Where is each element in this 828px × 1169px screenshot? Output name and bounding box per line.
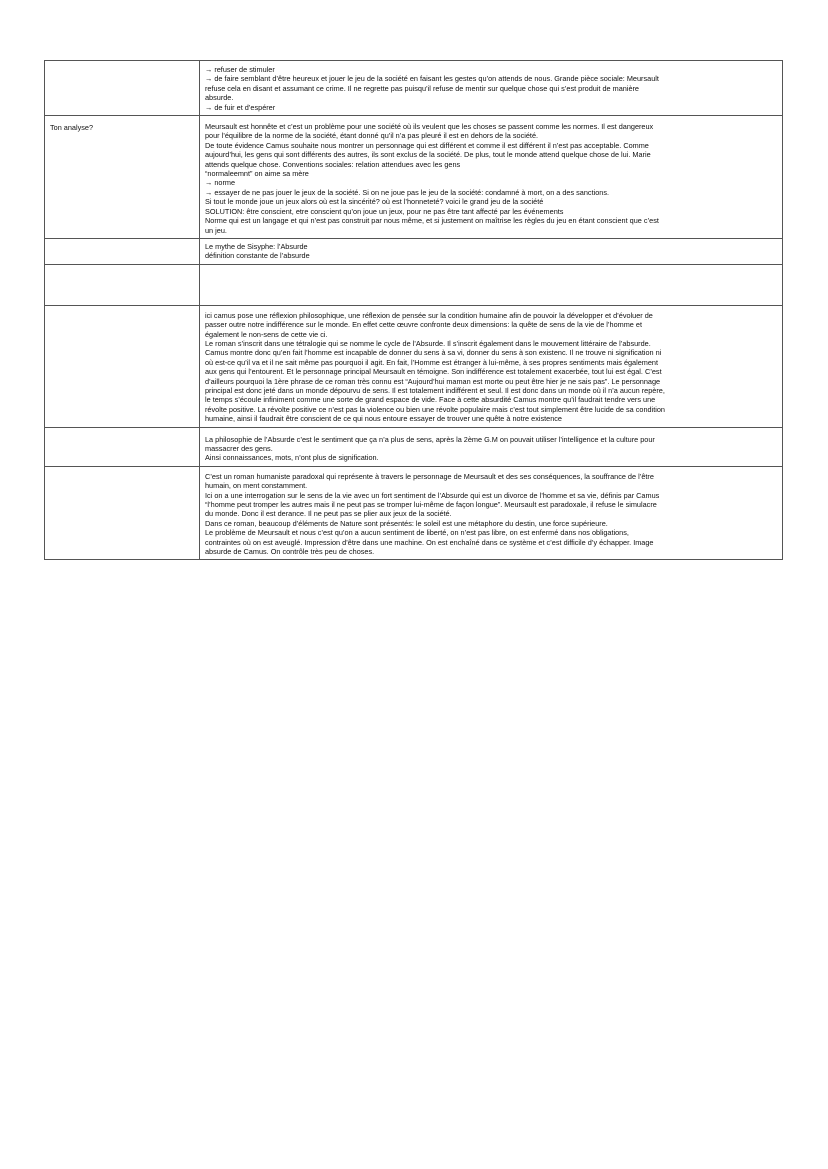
text-line: C’est un roman humaniste paradoxal qui représente à travers le personnage de Meursault et des ses conséquences, la souffrance de l’être	[205, 471, 654, 481]
text-line: → essayer de ne pas jouer le jeux de la société. Si on ne joue pas le jeu de la société: condamné à mort, on a des sanctions.	[205, 187, 610, 197]
text-line: Camus montre donc qu’en fait l’homme est incapable de donner du sens à sa vi, donner du sens à son existenc. Il ne trouve ni signification ni	[205, 348, 662, 358]
text-line: SOLUTION: être conscient, etre conscient qu’on joue un jeux, pour ne pas être tant affecté par les événements	[205, 206, 564, 216]
text-line: un jeu.	[205, 225, 227, 235]
text-line: d’ailleurs pourquoi la 1ère phrase de ce roman très connu est “Aujourd’hui maman est morte ou peut être hier je ne sais pas”. Le personnage	[205, 376, 661, 386]
text-line: révolte positive. La révolte positive ce n’est pas la violence ou bien une révolte populaire mais c’est tout simplement être lucide de sa condition	[205, 404, 665, 414]
table-row	[45, 61, 783, 116]
row-label-cell	[45, 238, 200, 264]
text-line: attends quelque chose. Conventions sociales: relation attendues avec les gens	[205, 159, 461, 169]
text-line: refuse cela en disant et assumant ce crime. Il ne regrette pas puisqu’il refuse de mentir sur quelque chose qui s’est produit de manière	[205, 83, 639, 93]
text-line: Si tout le monde joue un jeux alors où est la sincérité? où est l’honneteté? voici le grand jeu de la société	[205, 197, 544, 207]
text-line: Le mythe de Sisyphe: l’Absurde	[205, 241, 308, 251]
text-line: humaine, ainsi il faudrait être conscient de ce qui nous entoure essayer de trouver une quête à notre existence	[205, 414, 562, 424]
notes-table	[44, 60, 783, 560]
text-line: massacrer des gens.	[205, 444, 273, 453]
table-row	[45, 427, 783, 466]
text-line: Dans ce roman, beaucoup d’éléments de Nature sont présentés: le soleil est une métaphore du destin, une force supérieure.	[205, 518, 608, 528]
text-line: pour l’équilibre de la norme de la société, étant donné qu’il n’a pas pleuré il est en dehors de la société.	[205, 131, 539, 141]
row-label: Ton analyse?	[50, 123, 94, 133]
text-line: Ici on a une interrogation sur le sens de la vie avec un fort sentiment de l’Absurde qui est un divorce de l’homme et sa vie, définis par Camus	[205, 490, 660, 500]
text-line: ici camus pose une réflexion philosophique, une réflexion de pensée sur la condition humaine afin de pouvoir la développer et d’évoluer de	[205, 310, 653, 320]
row-content-cell	[200, 427, 783, 466]
text-line: Norme qui est un langage et qui n’est pas construit par nous même, et si justement on maîtrise les règles du jeu en étant conscient que c’est	[205, 216, 659, 226]
table-row	[45, 264, 783, 305]
text-line: La philosophie de l’Absurde c’est le sentiment que ça n’a plus de sens, après la 2ème G.M on pouvait utiliser l’intelligence et la culture pour	[205, 434, 655, 444]
text-line: où est-ce qu’il va et il ne sait même pas pourquoi il agit. En fait, l’Homme est étranger à lui-même, à ses propres sentiments mais également	[205, 357, 659, 367]
text-line: absurde de Camus. On contrôle très peu de choses.	[205, 547, 375, 557]
text-line: passer outre notre indifférence sur le monde. En effet cette œuvre confronte deux dimensions: la quête de sens de la vie de l’homme et	[205, 320, 642, 330]
row-content-cell	[200, 61, 783, 116]
text-line: → norme	[205, 178, 236, 188]
row-content-cell	[200, 305, 783, 427]
text-line: définition constante de l’absurde	[205, 251, 310, 261]
row-content-cell	[200, 238, 783, 264]
table-row	[45, 238, 783, 264]
text-line: aux gens qui l’entourent. Et le personnage principal Meursault en témoigne. Son indifférence est totalement exacerbée, tout lui est égal. C’est	[205, 367, 662, 377]
text-line: Le problème de Meursault et nous c’est qu’on a aucun sentiment de liberté, on n’est pas libre, on est enfermé dans nos obligations,	[205, 528, 629, 538]
notes-table-body	[45, 61, 783, 560]
row-label-cell	[45, 466, 200, 560]
text-line: De toute évidence Camus souhaite nous montrer un personnage qui est différent et comme il est différent il n’est pas acceptable. Comme	[205, 140, 649, 150]
row-label-cell	[45, 116, 200, 239]
text-line: “l’homme peut tromper les autres mais il ne peut pas se tromper lui-même de façon longue”. Meursault est paradoxale, il refuse le simulacre	[205, 500, 657, 510]
text-line: → refuser de stimuler	[205, 65, 275, 74]
text-line: principal est donc jeté dans un monde dépourvu de sens. Il est totalement indifférent et seul. Il est donc dans un monde où il n’a aucun repère,	[205, 385, 665, 395]
text-line: également le non-sens de cette vie ci.	[205, 329, 328, 339]
text-line: humain, on ment constamment.	[205, 481, 308, 491]
text-line: → de fuir et d’espérer	[205, 102, 276, 112]
text-line: absurde.	[205, 93, 234, 103]
text-line: Le roman s’inscrit dans une tétralogie qui se nomme le cycle de l’Absurde. Il s’inscrit également dans le mouvement littéraire de l’absurde.	[205, 338, 651, 348]
row-label-cell	[45, 305, 200, 427]
text-line: du monde. Donc il est derance. Il ne peut pas se plier aux jeux de la société.	[205, 509, 452, 519]
row-content-cell	[200, 264, 783, 305]
row-label-cell	[45, 264, 200, 305]
row-label-cell	[45, 427, 200, 466]
table-row	[45, 116, 783, 239]
text-line: Ainsi connaissances, mots, n’ont plus de signification.	[205, 453, 379, 463]
row-label-cell	[45, 61, 200, 116]
empty-cell-space	[205, 265, 777, 302]
table-row	[45, 305, 783, 427]
row-content-cell	[200, 466, 783, 560]
row-content-cell	[200, 116, 783, 239]
text-line: Meursault est honnête et c’est un problème pour une société où ils veulent que les choses se passent comme les normes. Il est dangereux	[205, 122, 654, 132]
text-line: “normaleemnt” on aime sa mère	[205, 169, 309, 179]
text-line: le temps s’écoule infiniment comme une sorte de grand espace de vide. Face à cette absurdité Camus montre qu’il faudrait tendre vers une	[205, 395, 656, 405]
text-line: aujourd’hui, les gens qui sont différents des autres, ils sont exclus de la société. De plus, tout le monde attend quelque chose de lui. Marie	[205, 150, 651, 160]
text-line: → de faire semblant d’être heureux et jouer le jeu de la société en faisant les gestes qu’on attends de nous. Grande pièce sociale: Meursault	[205, 74, 659, 84]
text-line: contraintes où on est aveuglé. Impression d’être dans une machine. On est enchaîné dans ce système et c’est difficile d’y échapper. Image	[205, 537, 654, 547]
table-row	[45, 466, 783, 560]
